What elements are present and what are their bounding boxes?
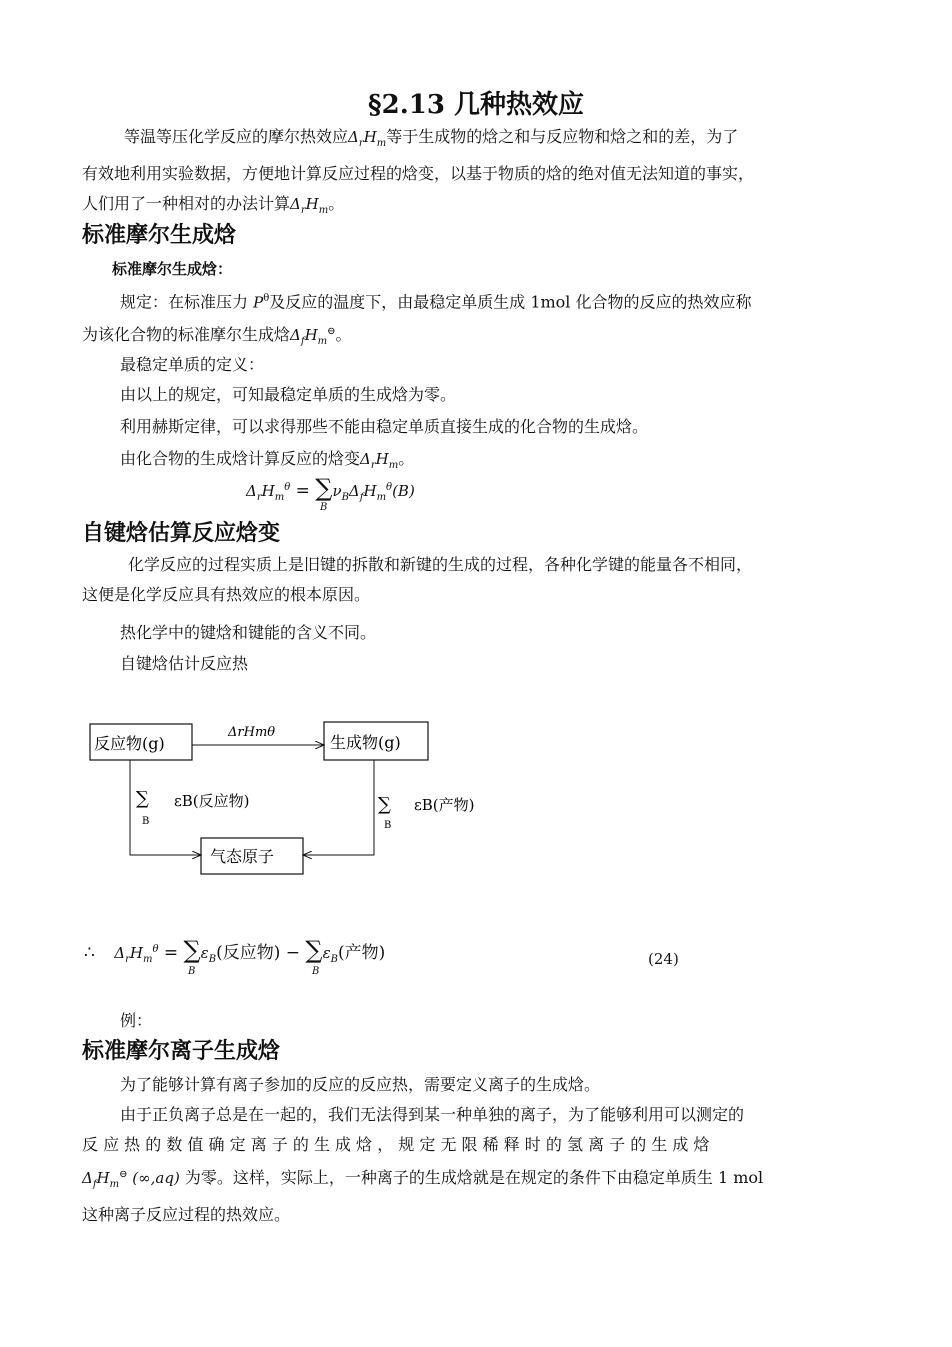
text-line-bond-energy: 热化学中的键焓和键能的含义不同。 (120, 623, 377, 642)
intro-paragraph (82, 122, 872, 226)
delta-f-h-m-symbol: $\Delta_fH_m^⊖$ (290, 326, 336, 348)
text-line-stable-element: 最稳定单质的定义： (120, 355, 265, 374)
bond-enthalpy-diagram (80, 700, 520, 890)
bond-line-1: 化学反应的过程实质上是旧键的拆散和新键的生成的过程，各种化学键的能量各不相同， (128, 555, 753, 574)
example-label: 例： (120, 1011, 153, 1030)
left-sum-sub: B (142, 816, 150, 827)
arrow-product-to-atoms (303, 760, 374, 855)
left-sum-sign: ∑ (136, 788, 149, 809)
ion-line-4: 这种离子反应过程的热效应。 (82, 1205, 291, 1224)
sum-subscript: B (320, 502, 328, 513)
intro-line-3: 人们用了一种相对的办法计算$\Delta_rH_m$。 (82, 194, 345, 216)
text-line-hess-law: 利用赫斯定律，可以求得那些不能由稳定单质直接生成的化合物的生成焓。 (120, 417, 649, 436)
intro-text-a: 等温等压化学反应的摩尔热效应 (124, 127, 349, 146)
standard-pressure-symbol: P (253, 293, 264, 312)
text-line-compute-enthalpy: 由化合物的生成焓计算反应的焓变$\Delta_rH_m$。 (120, 449, 415, 471)
page-title: §2.13 几种热效应 (368, 90, 584, 120)
delta-r-h-m-symbol: $\Delta_rH_m$ (348, 128, 387, 149)
text-line-ion-definition: 为了能够计算有离子参加的反应的反应热，需要定义离子的生成焓。 (120, 1075, 601, 1094)
right-sum-sign: ∑ (378, 794, 391, 815)
box-product-label: 生成物(g) (330, 733, 401, 752)
right-sum-sub: B (384, 820, 392, 831)
delta-r-h-m-symbol-2: $\Delta_rH_m$ (290, 195, 329, 216)
box-reactant-label: 反应物(g) (94, 734, 165, 753)
arrow-reaction-label: ΔrHmθ (228, 725, 276, 740)
definition-line-1: 规定：在标准压力 $P^\theta$及反应的温度下，由最稳定单质生成 1mol 化合物的反应的热效应称 (120, 292, 752, 312)
ion-line-3: $\Delta_fH_m^⊖$ (∞,aq) 为零。这样，实际上，一种离子的生成焓就是在规定的条件下由稳定单质生 1 mol (82, 1168, 764, 1190)
text-line-estimate: 自键焓估计反应热 (120, 654, 249, 673)
formula-enthalpy-of-reaction: $\Delta_rH_m^\theta = \sum\nu_B\Delta_fH_m^\theta(B)$ B (246, 474, 415, 513)
intro-line-2: 有效地利用实验数据，方便地计算反应过程的焓变，以基于物质的焓的绝对值无法知道的事实， (82, 164, 755, 183)
subheading-standard-enthalpy: 标准摩尔生成焓： (112, 260, 233, 278)
ion-line-2: 反 应 热 的 数 值 确 定 离 子 的 生 成 焓 ， 规 定 无 限 稀 释 时 的 氢 离 子 的 生 成 焓 (82, 1135, 710, 1154)
section-heading-standard-enthalpy: 标准摩尔生成焓 (82, 223, 237, 248)
right-epsilon-label: εB(产物) (414, 796, 475, 814)
equation-number: (24) (648, 950, 679, 968)
text-line-zero-enthalpy: 由以上的规定，可知最稳定单质的生成焓为零。 (120, 385, 457, 404)
formula-bond-enthalpy: ∴ $\Delta_rH_m^\theta = \sum\varepsilon_B$(反应物) − $\sum\varepsilon_B$(产物) B B (84, 936, 386, 977)
definition-line-2: 为该化合物的标准摩尔生成焓$\Delta_fH_m^⊖$。 (82, 325, 352, 348)
definition-paragraph (82, 284, 872, 357)
section-heading-bond-enthalpy: 自键焓估算反应焓变 (82, 521, 281, 546)
left-epsilon-label: εB(反应物) (174, 792, 250, 810)
bond-paragraph (82, 550, 872, 610)
intro-line-1 (82, 122, 872, 159)
ion-line-1: 由于正负离子总是在一起的，我们无法得到某一种单独的离子，为了能够利用可以测定的 (120, 1105, 745, 1124)
intro-text-b: 等于生成物的焓之和与反应物和焓之和的差，为了 (386, 127, 739, 146)
ion-paragraph (82, 1100, 872, 1230)
bond-line-2: 这便是化学反应具有热效应的根本原因。 (82, 585, 371, 604)
section-heading-ion-enthalpy: 标准摩尔离子生成焓 (82, 1039, 281, 1064)
hydrogen-ion-enthalpy-symbol: $\Delta_fH_m^⊖$ (∞,aq) (82, 1169, 180, 1190)
box-atoms-label: 气态原子 (210, 847, 275, 866)
